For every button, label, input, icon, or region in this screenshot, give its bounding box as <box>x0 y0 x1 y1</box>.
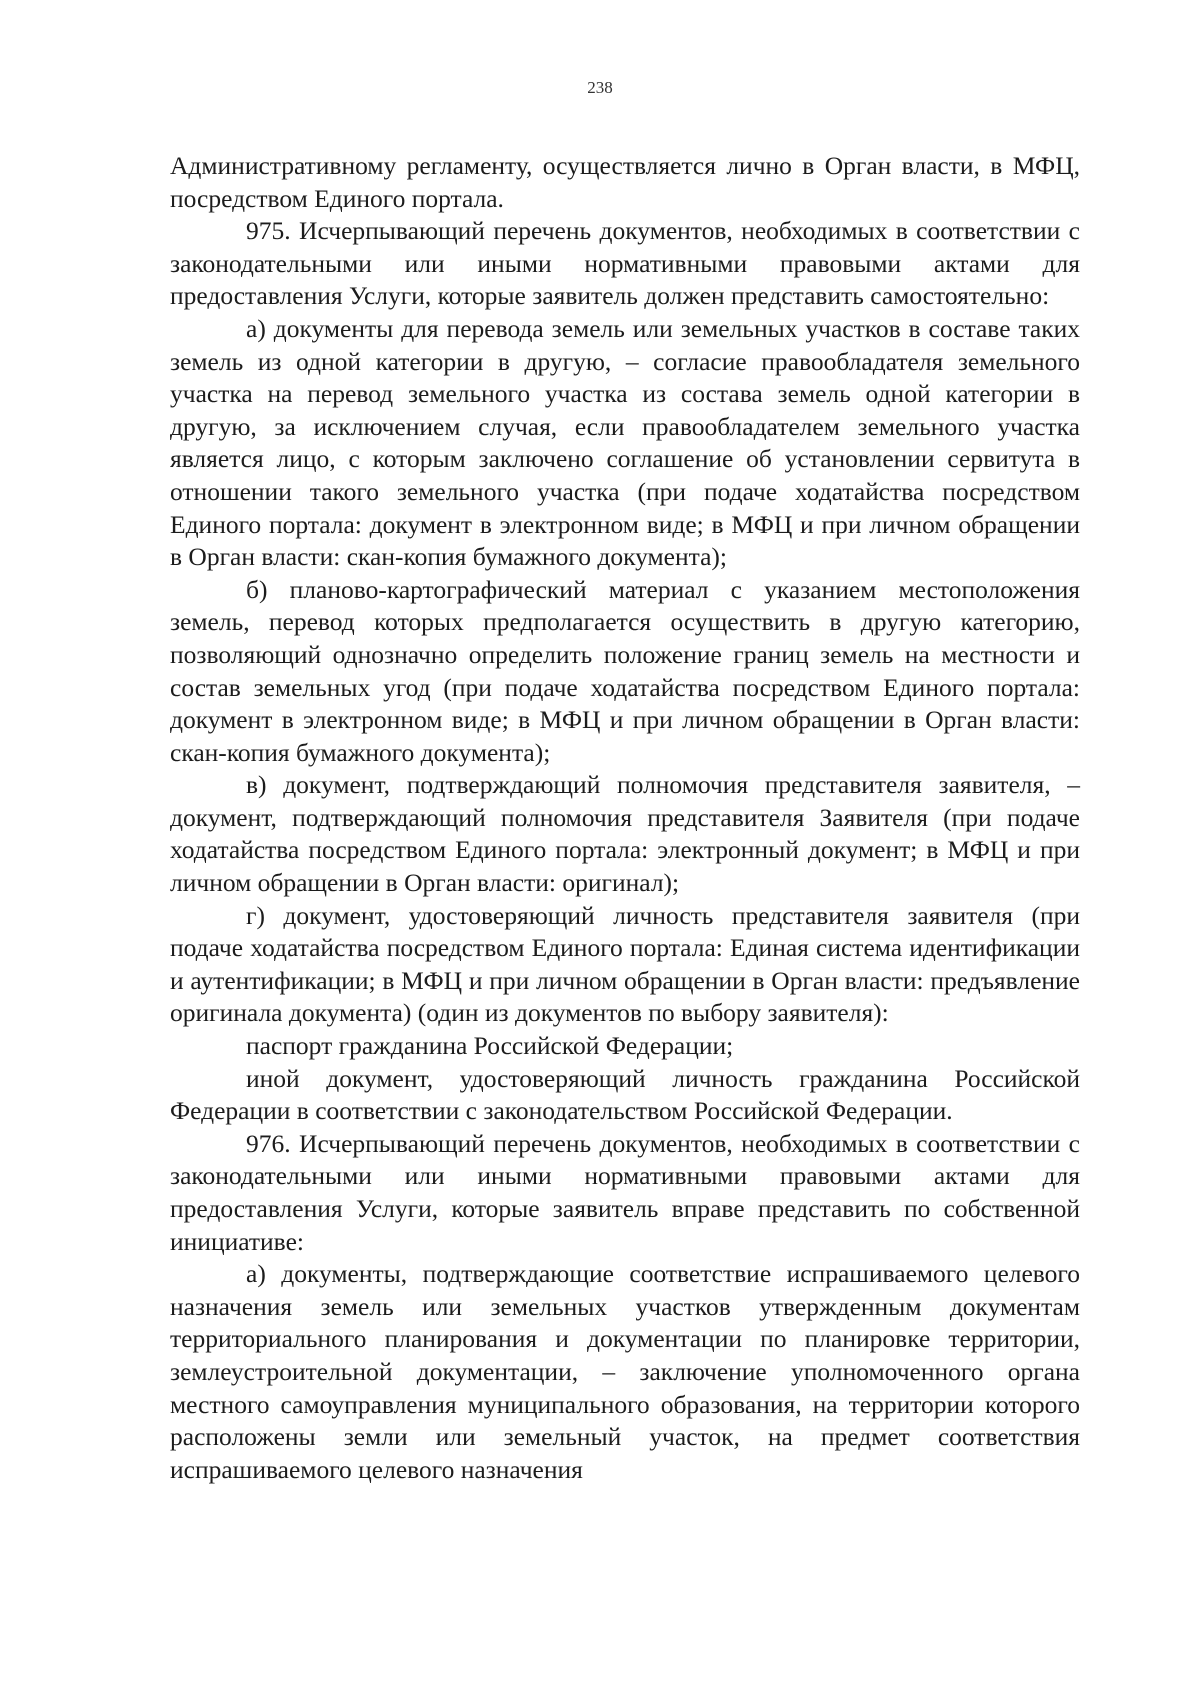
paragraph-976: 976. Исчерпывающий перечень документов, необходимых в соответствии с законодательными или иными нормативными правовыми актами для предоставления Услуги, которые заявитель вправе представить по собственной инициативе: <box>170 1128 1080 1256</box>
paragraph-975-a: а) документы для перевода земель или земельных участков в составе таких земель из одной категории в другую, – согласие правообладателя земельного участка на перевод земельного участка из состава земель одной категории в другую, за исключением случая, если правообладателем земельного участка является лицо, с которым заключено соглашение об установлении сервитута в отношении такого земельного участка (при подаче ходатайства посредством Единого портала: документ в электронном виде; в МФЦ и при личном обращении в Орган власти: скан-копия бумажного документа); <box>170 313 1080 572</box>
paragraph-975-b: б) планово-картографический материал с указанием местоположения земель, перевод которых предполагается осуществить в другую категорию, позволяющий однозначно определить положение границ земель на местности и состав земельных угод (при подаче ходатайства посредством Единого портала: документ в электронном виде; в МФЦ и при личном обращении в Орган власти: скан-копия бумажного документа); <box>170 574 1080 767</box>
paragraph-passport: паспорт гражданина Российской Федерации; <box>246 1031 734 1061</box>
paragraph-975-v: в) документ, подтверждающий полномочия представителя заявителя, – документ, подтверждающий полномочия представителя Заявителя (при подаче ходатайства посредством Единого портала: электронный документ; в МФЦ и при личном обращении в Орган власти: оригинал); <box>170 770 1080 898</box>
paragraph-975: 975. Исчерпывающий перечень документов, необходимых в соответствии с законодательными или иными нормативными правовыми актами для предоставления Услуги, которые заявитель должен представить самостоятельно: <box>170 216 1080 311</box>
paragraph-975-g: г) документ, удостоверяющий личность представителя заявителя (при подаче ходатайства посредством Единого портала: Единая система идентификации и аутентификации; в МФЦ и при личном обращении в Орган власти: предъявление оригинала документа) (один из документов по выбору заявителя): <box>170 900 1080 1028</box>
page-number: 238 <box>587 78 613 97</box>
paragraph-976-a: а) документы, подтверждающие соответствие испрашиваемого целевого назначения земель или земельных участков утвержденным документам территориального планирования и документации по планировке территории, землеустроительной документации, – заключение уполномоченного органа местного самоуправления муниципального образования, на территории которого расположены земли или земельный участок, на предмет соответствия испрашиваемого целевого назначения <box>170 1259 1080 1484</box>
paragraph-continuation: Административному регламенту, осуществляется лично в Орган власти, в МФЦ, посредством Единого портала. <box>170 151 1080 213</box>
paragraph-other-document: иной документ, удостоверяющий личность гражданина Российской Федерации в соответствии с законодательством Российской Федерации. <box>170 1063 1080 1126</box>
document-body <box>170 150 1080 1486</box>
